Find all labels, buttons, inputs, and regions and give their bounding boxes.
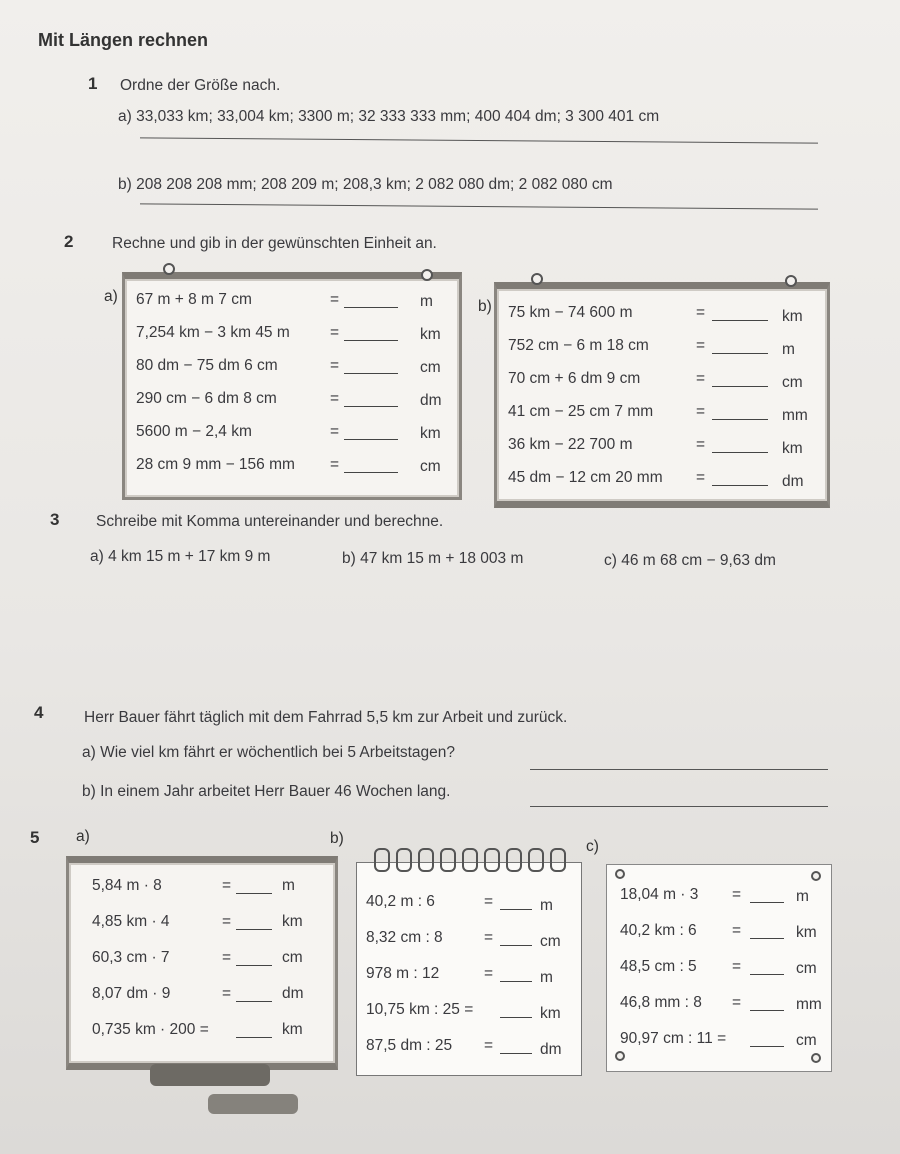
- unit-label: cm: [796, 960, 817, 977]
- unit-label: dm: [540, 1041, 562, 1058]
- answer-blank[interactable]: [344, 340, 398, 341]
- task5-c-label: c): [586, 838, 599, 855]
- unit-label: km: [796, 924, 817, 941]
- pin-icon: [163, 263, 175, 275]
- equals-sign: =: [484, 893, 494, 910]
- exercise-expression: 8,32 cm : 8: [366, 929, 443, 946]
- exercise-expression: 0,735 km · 200 =: [92, 1021, 209, 1038]
- task1-instruction: Ordne der Größe nach.: [120, 77, 281, 94]
- answer-blank[interactable]: [750, 1010, 784, 1011]
- answer-blank[interactable]: [750, 902, 784, 903]
- answer-blank[interactable]: [500, 945, 532, 946]
- unit-label: m: [540, 897, 553, 914]
- equals-sign: =: [330, 390, 340, 407]
- exercise-expression: 28 cm 9 mm − 156 mm: [136, 456, 295, 473]
- equals-sign: =: [732, 922, 742, 939]
- answer-blank[interactable]: [750, 974, 784, 975]
- unit-label: cm: [796, 1032, 817, 1049]
- unit-label: km: [420, 425, 441, 442]
- equals-sign: =: [696, 304, 706, 321]
- ring-icon: [506, 848, 522, 872]
- ring-icon: [484, 848, 500, 872]
- unit-label: dm: [282, 985, 304, 1002]
- equals-sign: =: [330, 423, 340, 440]
- answer-blank[interactable]: [712, 419, 768, 420]
- task1-b-text: b) 208 208 208 mm; 208 209 m; 208,3 km; 2 082 080 dm; 2 082 080 cm: [118, 176, 613, 193]
- ring-icon: [396, 848, 412, 872]
- unit-label: cm: [782, 374, 803, 391]
- task3-a-text: a) 4 km 15 m + 17 km 9 m: [90, 548, 271, 565]
- equals-sign: =: [696, 370, 706, 387]
- unit-label: m: [540, 969, 553, 986]
- exercise-expression: 40,2 km : 6: [620, 922, 697, 939]
- equals-sign: =: [484, 965, 494, 982]
- equals-sign: =: [330, 324, 340, 341]
- exercise-expression: 48,5 cm : 5: [620, 958, 697, 975]
- exercise-expression: 60,3 cm · 7: [92, 949, 170, 966]
- exercise-expression: 978 m : 12: [366, 965, 440, 982]
- equals-sign: =: [222, 877, 232, 894]
- equals-sign: =: [222, 985, 232, 1002]
- task2-b-label: b): [478, 298, 492, 315]
- task4-instruction: Herr Bauer fährt täglich mit dem Fahrrad 5,5 km zur Arbeit und zurück.: [84, 709, 568, 726]
- answer-blank[interactable]: [344, 439, 398, 440]
- unit-label: dm: [782, 473, 804, 490]
- pin-icon: [811, 1053, 821, 1063]
- unit-label: m: [782, 341, 795, 358]
- pin-icon: [615, 1051, 625, 1061]
- equals-sign: =: [222, 913, 232, 930]
- exercise-expression: 40,2 m : 6: [366, 893, 435, 910]
- answer-blank[interactable]: [750, 938, 784, 939]
- unit-label: cm: [420, 458, 441, 475]
- answer-blank[interactable]: [750, 1046, 784, 1047]
- task4-number: 4: [34, 703, 44, 722]
- exercise-expression: 87,5 dm : 25: [366, 1037, 453, 1054]
- answer-blank[interactable]: [500, 981, 532, 982]
- unit-label: mm: [796, 996, 822, 1013]
- exercise-expression: 80 dm − 75 dm 6 cm: [136, 357, 278, 374]
- unit-label: mm: [782, 407, 808, 424]
- unit-label: cm: [282, 949, 303, 966]
- task4-b-text: b) In einem Jahr arbeitet Herr Bauer 46 Wochen lang.: [82, 783, 451, 800]
- exercise-expression: 70 cm + 6 dm 9 cm: [508, 370, 641, 387]
- equals-sign: =: [484, 929, 494, 946]
- equals-sign: =: [696, 436, 706, 453]
- page-title: Mit Längen rechnen: [38, 30, 209, 50]
- unit-label: m: [282, 877, 295, 894]
- exercise-expression: 45 dm − 12 cm 20 mm: [508, 469, 663, 486]
- unit-label: km: [420, 326, 441, 343]
- unit-label: m: [420, 293, 433, 310]
- exercise-expression: 90,97 cm : 11 =: [620, 1030, 727, 1047]
- unit-label: km: [282, 913, 303, 930]
- unit-label: km: [782, 440, 803, 457]
- answer-blank[interactable]: [500, 909, 532, 910]
- pin-icon: [421, 269, 433, 281]
- exercise-expression: 10,75 km : 25 =: [366, 1001, 474, 1018]
- pin-icon: [531, 273, 543, 285]
- pin-icon: [811, 871, 821, 881]
- task2-number: 2: [64, 232, 74, 251]
- equals-sign: =: [696, 337, 706, 354]
- answer-blank[interactable]: [236, 893, 272, 894]
- equals-sign: =: [696, 469, 706, 486]
- unit-label: m: [796, 888, 809, 905]
- equals-sign: =: [696, 403, 706, 420]
- chalk-icon: [208, 1094, 298, 1114]
- unit-label: km: [282, 1021, 303, 1038]
- task3-number: 3: [50, 510, 60, 529]
- exercise-expression: 5,84 m · 8: [92, 877, 162, 894]
- task3-c-text: c) 46 m 68 cm − 9,63 dm: [604, 552, 776, 569]
- answer-blank[interactable]: [712, 386, 768, 387]
- answer-blank[interactable]: [236, 965, 272, 966]
- exercise-expression: 67 m + 8 m 7 cm: [136, 291, 252, 308]
- answer-blank[interactable]: [712, 320, 768, 321]
- eraser-icon: [150, 1064, 270, 1086]
- answer-blank[interactable]: [712, 452, 768, 453]
- exercise-expression: 46,8 mm : 8: [620, 994, 702, 1011]
- answer-blank[interactable]: [344, 472, 398, 473]
- ring-icon: [418, 848, 434, 872]
- answer-blank[interactable]: [712, 353, 768, 354]
- task2-instruction: Rechne und gib in der gewünschten Einheit an.: [112, 235, 437, 252]
- exercise-expression: 4,85 km · 4: [92, 913, 170, 930]
- answer-blank[interactable]: [236, 1037, 272, 1038]
- unit-label: dm: [420, 392, 442, 409]
- exercise-expression: 75 km − 74 600 m: [508, 304, 633, 321]
- exercise-expression: 8,07 dm · 9: [92, 985, 171, 1002]
- ring-icon: [550, 848, 566, 872]
- equals-sign: =: [222, 949, 232, 966]
- exercise-expression: 290 cm − 6 dm 8 cm: [136, 390, 277, 407]
- unit-label: cm: [540, 933, 561, 950]
- task4-a-text: a) Wie viel km fährt er wöchentlich bei 5 Arbeitstagen?: [82, 744, 456, 761]
- task1-a-answer-line[interactable]: [140, 137, 818, 143]
- ring-icon: [374, 848, 390, 872]
- equals-sign: =: [330, 357, 340, 374]
- task1-number: 1: [88, 74, 98, 93]
- ring-icon: [462, 848, 478, 872]
- task5-number: 5: [30, 828, 40, 847]
- answer-blank[interactable]: [344, 307, 398, 308]
- equals-sign: =: [330, 456, 340, 473]
- task3-instruction: Schreibe mit Komma untereinander und berechne.: [96, 513, 444, 530]
- unit-label: cm: [420, 359, 441, 376]
- exercise-expression: 36 km − 22 700 m: [508, 436, 633, 453]
- unit-label: km: [540, 1005, 561, 1022]
- unit-label: km: [782, 308, 803, 325]
- answer-blank[interactable]: [712, 485, 768, 486]
- answer-blank[interactable]: [500, 1017, 532, 1018]
- task5-a-label: a): [76, 828, 90, 845]
- exercise-expression: 752 cm − 6 m 18 cm: [508, 337, 649, 354]
- answer-blank[interactable]: [500, 1053, 532, 1054]
- answer-blank[interactable]: [344, 406, 398, 407]
- ring-icon: [440, 848, 456, 872]
- task1-a-text: a) 33,033 km; 33,004 km; 3300 m; 32 333 333 mm; 400 404 dm; 3 300 401 cm: [118, 108, 660, 125]
- equals-sign: =: [732, 994, 742, 1011]
- answer-blank[interactable]: [344, 373, 398, 374]
- task4-a-answer-line[interactable]: [530, 769, 828, 770]
- equals-sign: =: [330, 291, 340, 308]
- exercise-expression: 18,04 m · 3: [620, 886, 699, 903]
- equals-sign: =: [732, 886, 742, 903]
- exercise-expression: 5600 m − 2,4 km: [136, 423, 252, 440]
- task4-b-answer-line[interactable]: [530, 806, 828, 807]
- exercise-expression: 7,254 km − 3 km 45 m: [136, 324, 290, 341]
- exercise-expression: 41 cm − 25 cm 7 mm: [508, 403, 654, 420]
- task2-a-label: a): [104, 288, 118, 305]
- equals-sign: =: [484, 1037, 494, 1054]
- task5-b-label: b): [330, 830, 344, 847]
- pin-icon: [785, 275, 797, 287]
- equals-sign: =: [732, 958, 742, 975]
- answer-blank[interactable]: [236, 929, 272, 930]
- answer-blank[interactable]: [236, 1001, 272, 1002]
- task1-b-answer-line[interactable]: [140, 203, 818, 209]
- pin-icon: [615, 869, 625, 879]
- ring-icon: [528, 848, 544, 872]
- task3-b-text: b) 47 km 15 m + 18 003 m: [342, 550, 524, 567]
